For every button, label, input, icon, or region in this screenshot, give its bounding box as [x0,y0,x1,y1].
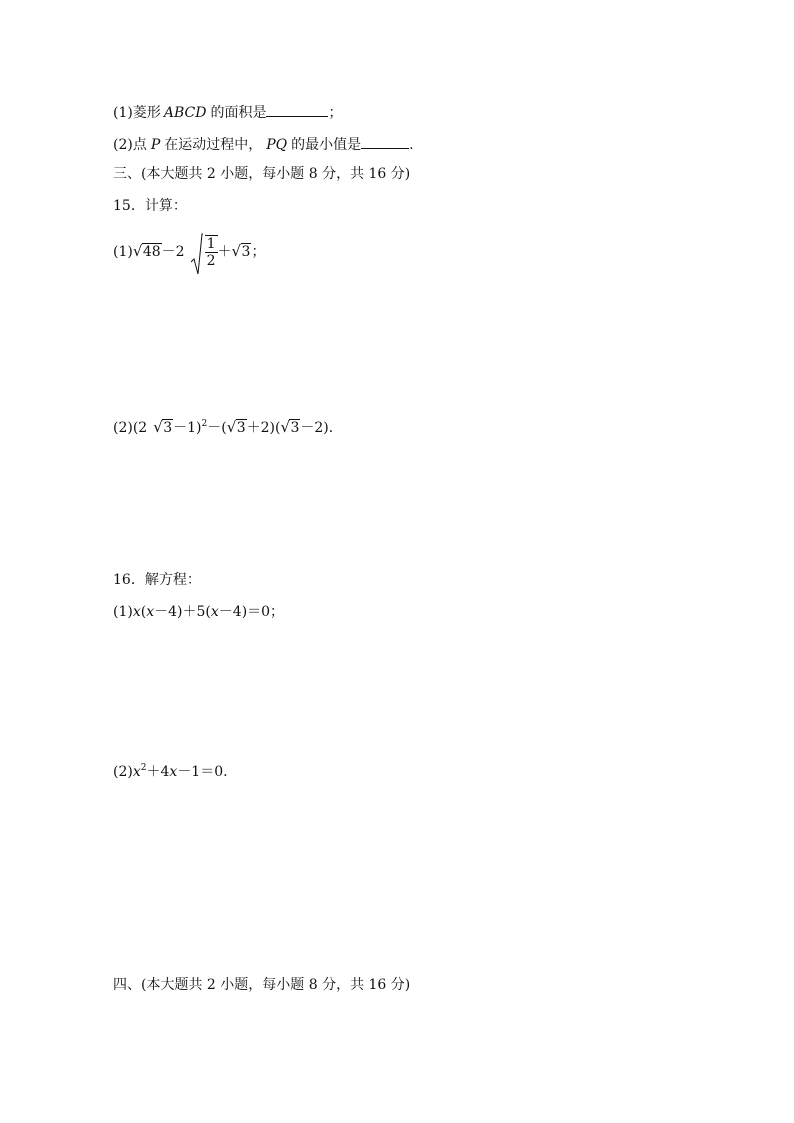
q15-part2-sqrt3-a: √ 3 [153,418,173,436]
q16-part2-x2: x [169,764,178,780]
q16-title: 16．解方程： [113,572,201,588]
q14-part1-end: ； [328,105,343,121]
q16-part2 [113,758,228,782]
q15-part1-sqrt48: √ 48 [132,242,161,260]
q14-part1 [113,102,342,123]
q15-part2 [113,414,343,438]
q16-part1-a: ( [140,604,147,620]
q14-part2-segment: PQ [266,137,288,153]
q15-part2-a: －1) [173,420,202,436]
q14-part1-prefix: (1)菱形 [113,105,161,121]
q14-part2-end: . [409,137,414,153]
q14-part2-suffix: 的最小值是 [291,137,362,153]
q14-part2-middle: 在运动过程中， [164,137,263,153]
q16-part2-x1: x [132,764,141,780]
q14-part1-figure: ABCD [163,105,207,121]
q14-part2-answer-blank[interactable] [361,134,409,149]
q14-part2-prefix: (2)点 [113,137,147,153]
q15-part2-d: －2)． [300,420,343,436]
q15-title: 15．计算： [113,198,187,214]
q16-part1 [113,602,284,622]
q16-part1-c: －4)＝0； [218,604,285,620]
q15-part1-frac-num: 1 [206,236,216,252]
q15-part1-frac-den: 2 [206,253,216,269]
q16-part1-x1: x [132,604,141,620]
q16-part1-b: －4)＋5( [154,604,211,620]
q15-part2-c: ＋2)( [246,420,281,436]
q16-part2-square: 2 [140,763,147,773]
q16-part2-b: －1＝0. [177,764,228,780]
q14-part1-answer-blank[interactable] [266,102,328,117]
q14-part2-point: P [150,137,161,153]
q15-part1 [113,232,265,272]
q15-part1-sqrt3: √ 3 [231,242,251,260]
section3-heading: 三、(本大题共 2 小题，每小题 8 分，共 16 分) [113,166,411,182]
q15-part1-end: ； [251,244,266,260]
q15-part2-square: 2 [201,419,208,429]
q16-part1-x3: x [210,604,219,620]
q15-part1-plus: ＋ [217,244,232,260]
q15-part2-sqrt3-c: √ 3 [280,418,300,436]
q15-part1-sqrt-frac [191,232,218,272]
q14-part1-suffix: 的面积是 [210,105,267,121]
q15-part1-minus: －2 [161,244,185,260]
q15-part2-b: －( [207,420,227,436]
q14-part2 [113,134,414,155]
q15-part2-label: (2)(2 [113,420,148,436]
q16-part2-label: (2) [113,764,133,780]
q15-part1-label: (1) [113,244,133,260]
q15-part2-sqrt3-b: √ 3 [226,418,246,436]
q16-part2-a: ＋4 [146,764,170,780]
q16-part1-x2: x [146,604,155,620]
q16-part1-label: (1) [113,604,133,620]
section4-heading: 四、(本大题共 2 小题，每小题 8 分，共 16 分) [113,977,411,993]
